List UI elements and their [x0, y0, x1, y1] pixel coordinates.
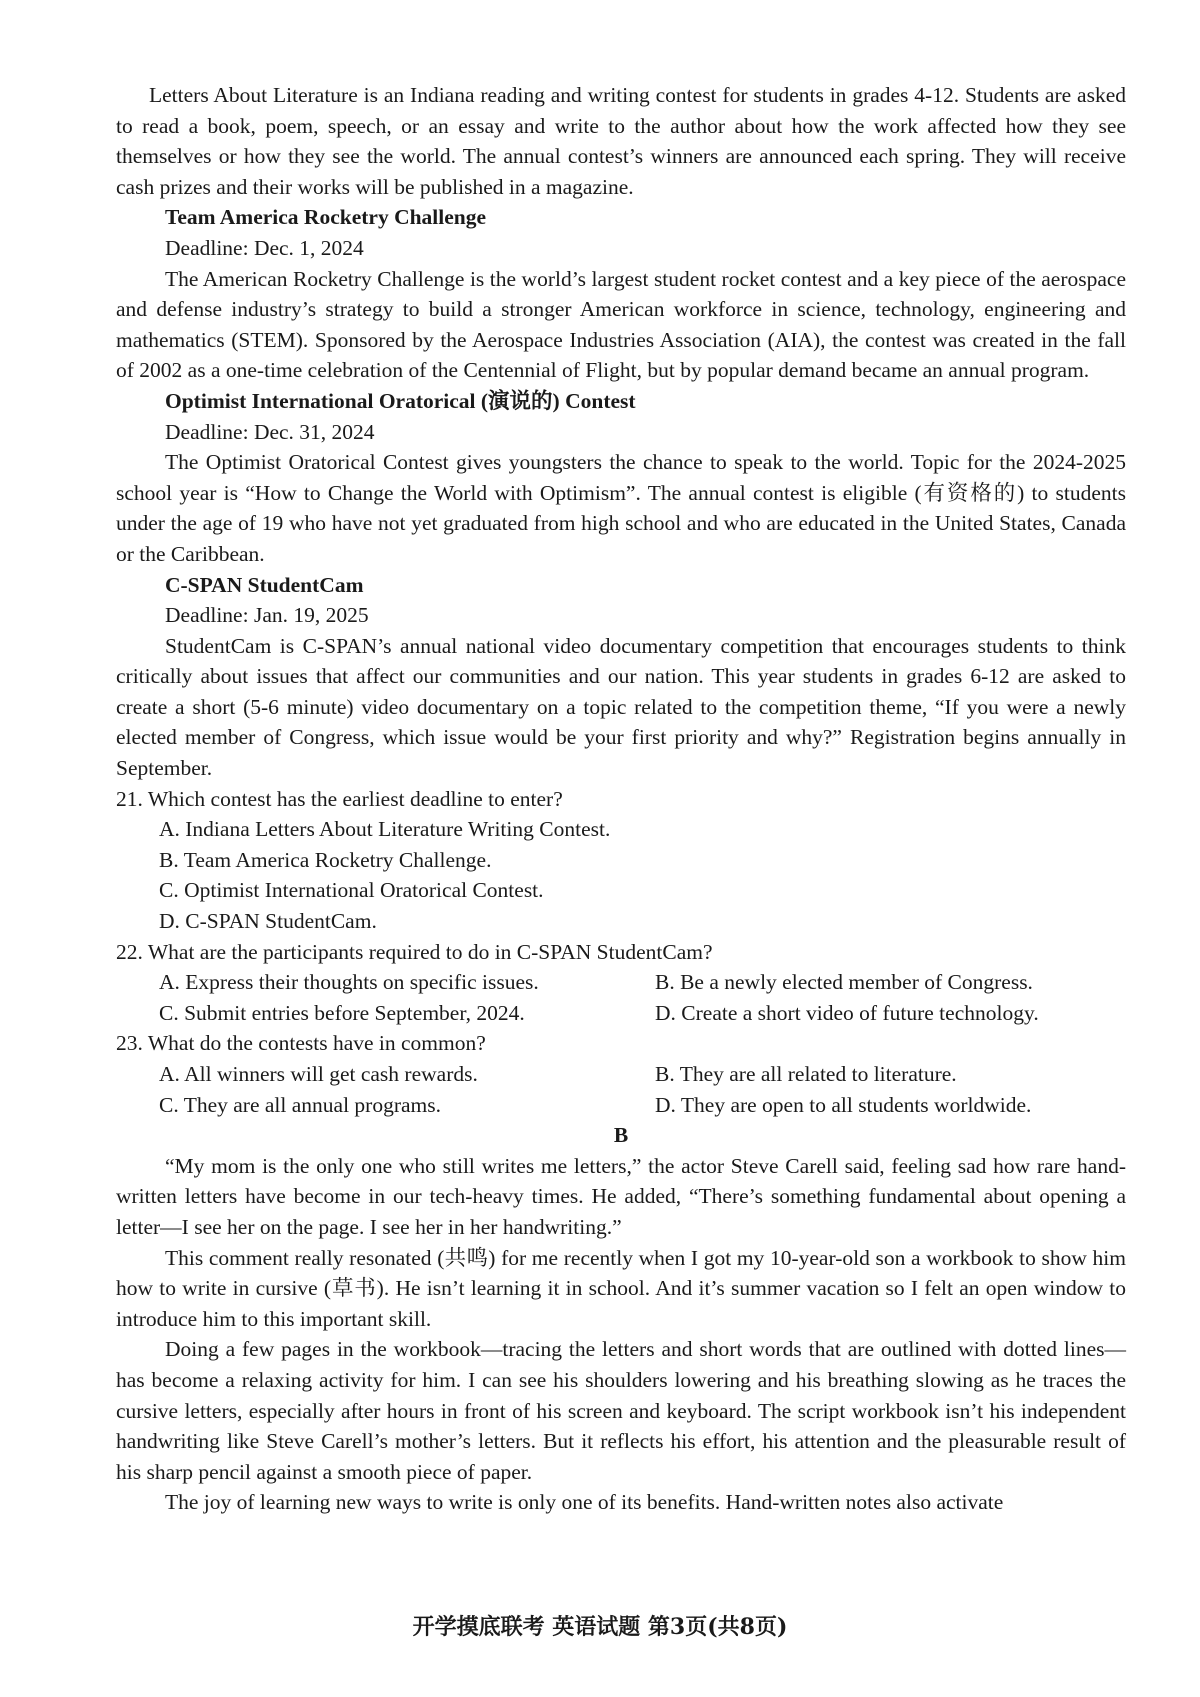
passage-a-intro: Letters About Literature is an Indiana reading and writing contest for students in grades 4-12. Students are asked to read a book, poem, speech, or an essay and write to the author about how the work affected how they see themselves or how they see the world. The annual contest’s winners are announced each spring. They will receive cash prizes and their works will be published in a magazine. [116, 83, 1126, 199]
question-22-option-a: A. Express their thoughts on specific issues. [159, 970, 539, 995]
question-21-option-d: D. C-SPAN StudentCam. [159, 909, 377, 934]
contest-body-studentcam: StudentCam is C-SPAN’s annual national video documentary competition that encourages students to think critically about issues that affect our communities and our nation. This year students in grades 6-12 are asked to create a short (5-6 minute) video documentary on a topic related to the competition theme, “If you were a newly elected member of Congress, which issue would be your first priority and why?” Registration begins annually in September. [116, 633, 1126, 781]
question-21-option-c: C. Optimist International Oratorical Contest. [159, 878, 544, 903]
question-22-options-row-2 [159, 998, 1126, 1029]
question-23-option-a: A. All winners will get cash rewards. [159, 1062, 478, 1086]
question-21-option-b: B. Team America Rocketry Challenge. [159, 847, 492, 872]
question-23-option-b: B. They are all related to literature. [655, 1062, 957, 1086]
contest-deadline-oratorical: Deadline: Dec. 31, 2024 [165, 419, 375, 444]
question-21-option-a: A. Indiana Letters About Literature Writing Contest. [159, 817, 611, 842]
section-label-b: B [613, 1123, 629, 1148]
contest-title-studentcam: C-SPAN StudentCam [165, 572, 364, 597]
question-23-options-row-2 [159, 1090, 1126, 1121]
contest-deadline-rocketry: Deadline: Dec. 1, 2024 [165, 235, 364, 260]
question-22-option-b: B. Be a newly elected member of Congress. [655, 970, 1033, 995]
page-content [116, 80, 1126, 1518]
contest-deadline-studentcam: Deadline: Jan. 19, 2025 [165, 603, 369, 628]
passage-b-paragraph-2: This comment really resonated (共鸣) for me recently when I got my 10-year-old son a workbook to show him how to write in cursive (草书). He isn’t learning it in school. And it’s summer vacation so I felt an open window to introduce him to this important skill. [116, 1245, 1126, 1331]
question-22: 22. What are the participants required to do in C-SPAN StudentCam? [116, 939, 713, 964]
passage-b-paragraph-1: “My mom is the only one who still writes me letters,” the actor Steve Carell said, feeling sad how rare hand-written letters have become in our tech-heavy times. He added, “There’s something fundamental about opening a letter—I see her on the page. I see her in her handwriting.” [116, 1153, 1126, 1239]
contest-body-rocketry: The American Rocketry Challenge is the world’s largest student rocket contest and a key piece of the aerospace and defense industry’s strategy to build a stronger American workforce in science, technology, engineering and mathematics (STEM). Sponsored by the Aerospace Industries Association (AIA), the contest was created in the fall of 2002 as a one-time celebration of the Centennial of Flight, but by popular demand became an annual program. [116, 266, 1126, 383]
question-22-option-c: C. Submit entries before September, 2024. [159, 1000, 525, 1025]
question-23-options-row-1 [159, 1059, 1126, 1090]
passage-b-paragraph-3: Doing a few pages in the workbook—tracing the letters and short words that are outlined with dotted lines—has become a relaxing activity for him. I can see his shoulders lowering and his breathing slowing as he traces the cursive letters, especially after hours in front of his screen and keyboard. The script workbook isn’t his independent handwriting like Steve Carell’s mother’s letters. But it reflects his effort, his attention and the pleasurable result of his sharp pencil against a smooth piece of paper. [116, 1337, 1126, 1484]
contest-title-rocketry: Team America Rocketry Challenge [165, 205, 487, 230]
question-22-options-row-1 [159, 967, 1126, 998]
passage-b-paragraph-4: The joy of learning new ways to write is only one of its benefits. Hand-written notes also activate [165, 1490, 1004, 1515]
question-21: 21. Which contest has the earliest deadline to enter? [116, 786, 563, 811]
question-23: 23. What do the contests have in common? [116, 1031, 486, 1056]
page-footer: 开学摸底联考 英语试题 第3页(共8页) [412, 1614, 788, 1640]
question-23-option-c: C. They are all annual programs. [159, 1092, 441, 1117]
contest-body-oratorical: The Optimist Oratorical Contest gives youngsters the chance to speak to the world. Topic for the 2024-2025 school year is “How to Change the World with Optimism”. The annual contest is eligible (有资格的) to students under the age of 19 who have not yet graduated from high school and who are educated in the United States, Canada or the Caribbean. [116, 450, 1126, 566]
question-23-option-d: D. They are open to all students worldwide. [655, 1092, 1032, 1117]
question-22-option-d: D. Create a short video of future technology. [655, 1000, 1039, 1025]
contest-title-oratorical: Optimist International Oratorical (演说的) Contest [165, 388, 636, 413]
